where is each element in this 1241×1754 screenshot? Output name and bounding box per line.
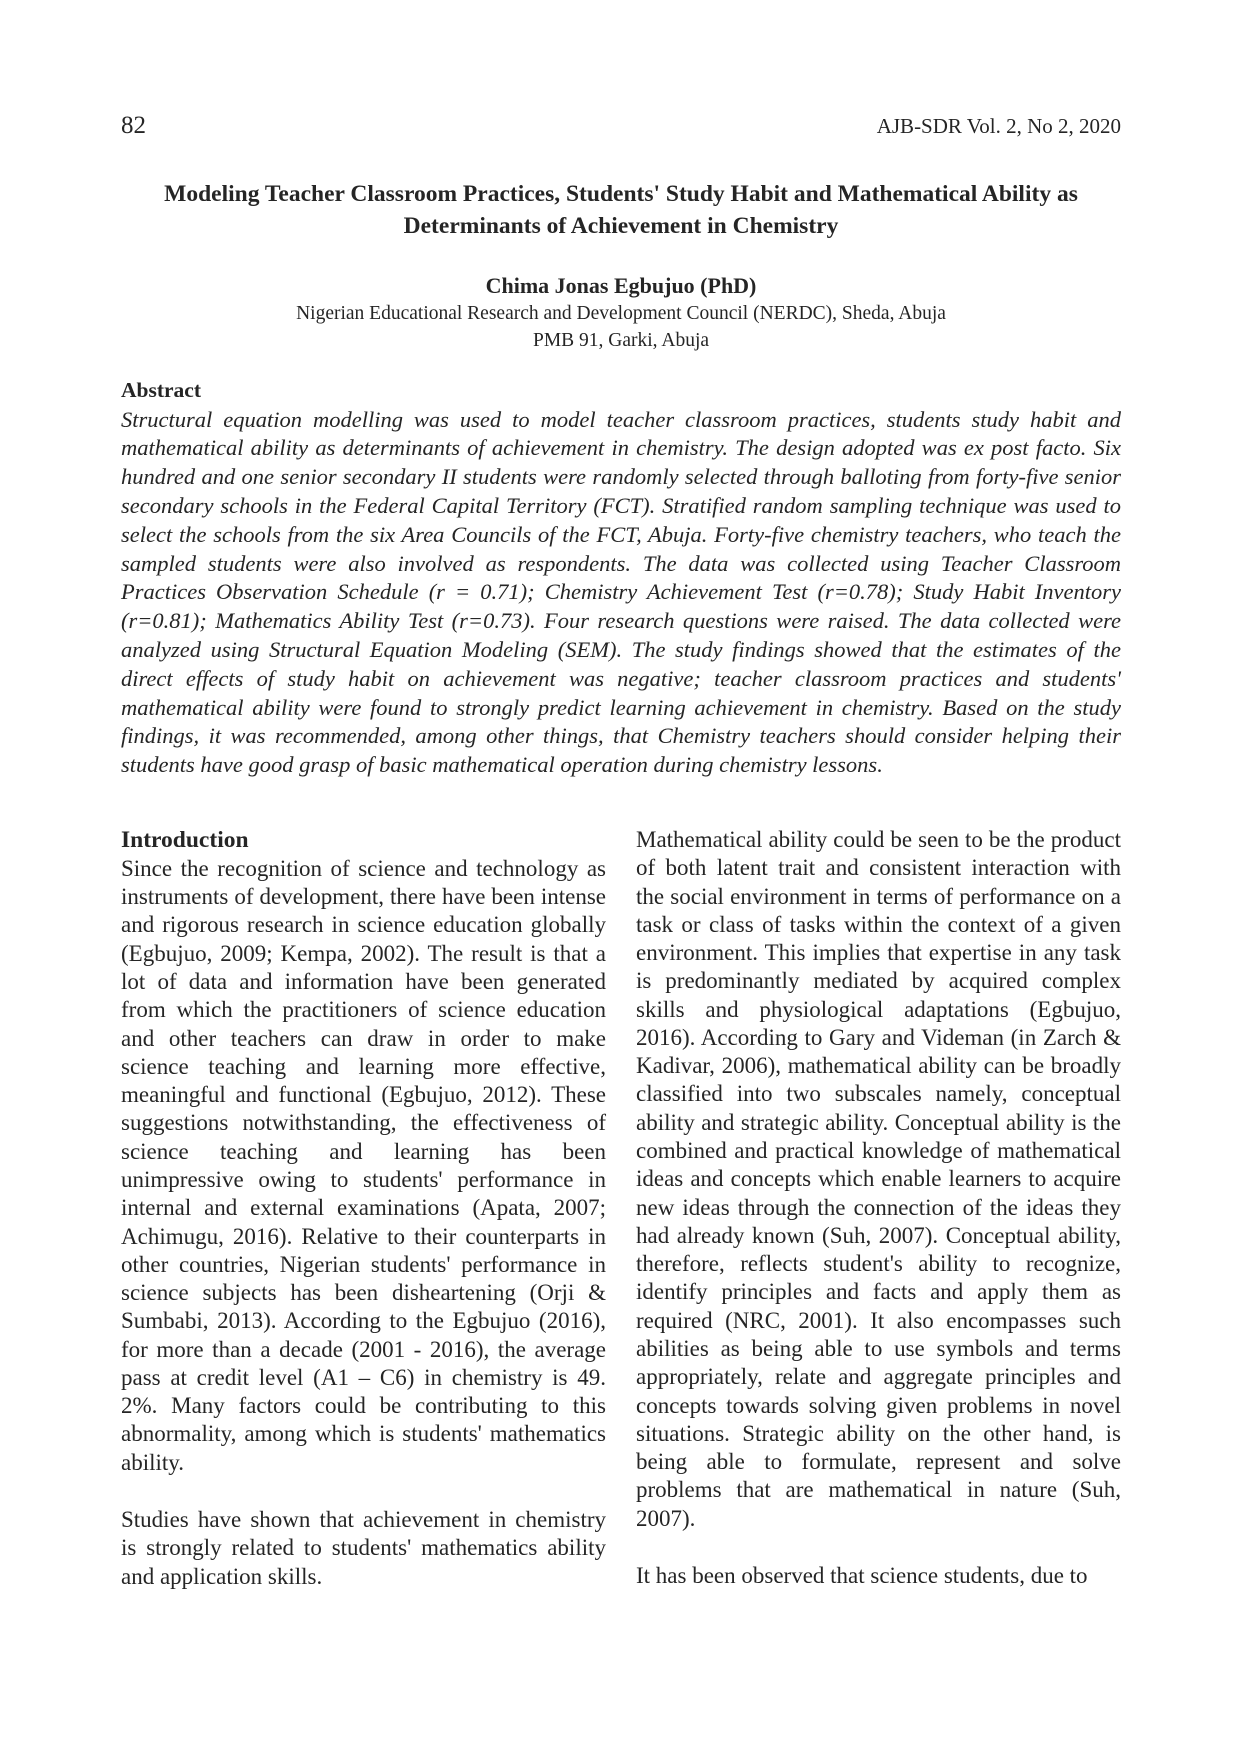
body-columns	[121, 826, 1121, 1591]
page-number: 82	[121, 112, 146, 139]
page-header	[121, 112, 1121, 140]
abstract-heading: Abstract	[121, 377, 202, 402]
introduction-heading: Introduction	[121, 826, 249, 853]
right-column	[636, 826, 1121, 1591]
left-column-paragraph-2: Studies have shown that achievement in chemistry is strongly related to students' mathematics ability and application skills.	[121, 1507, 606, 1589]
article-title-line1: Modeling Teacher Classroom Practices, Students' Study Habit and Mathematical Ability as	[164, 181, 1078, 207]
article-title-line2: Determinants of Achievement in Chemistry	[403, 213, 839, 240]
right-column-paragraph-2: It has been observed that science students, due to	[636, 1562, 1088, 1588]
author-affiliation-line1: Nigerian Educational Research and Development Council (NERDC), Sheda, Abuja	[296, 302, 946, 324]
article-title	[121, 178, 1121, 243]
left-column	[121, 826, 606, 1591]
left-column-paragraph-1: Since the recognition of science and technology as instruments of development, there have been intense and rigorous research in science education globally (Egbujuo, 2009; Kempa, 2002). The result is that a lot of data and information have been generated from which the practitioners of science education and other teachers can draw in order to make science teaching and learning more effective, meaningful and functional (Egbujuo, 2012). These suggestions notwithstanding, the effectiveness of science teaching and learning has been unimpressive owing to students' performance in internal and external examinations (Apata, 2007; Achimugu, 2016). Relative to their counterparts in other countries, Nigerian students' performance in science subjects has been disheartening (Orji & Sumbabi, 2013). According to the Egbujuo (2016), for more than a decade (2001 - 2016), the average pass at credit level (A1 – C6) in chemistry is 49. 2%. Many factors could be contributing to this abnormality, among which is students' mathematics ability.	[121, 855, 606, 1475]
abstract-text: Structural equation modelling was used to model teacher classroom practices, students study habit and mathematical ability as determinants of achievement in chemistry. The design adopted was ex post facto. Six hundred and one senior secondary II students were randomly selected through balloting from forty-five senior secondary schools in the Federal Capital Territory (FCT). Stratified random sampling technique was used to select the schools from the six Area Councils of the FCT, Abuja. Forty-five chemistry teachers, who teach the sampled students were also involved as respondents. The data was collected using Teacher Classroom Practices Observation Schedule (r = 0.71); Chemistry Achievement Test (r=0.78); Study Habit Inventory (r=0.81); Mathematics Ability Test (r=0.73). Four research questions were raised. The data collected were analyzed using Structural Equation Modeling (SEM). The study findings showed that the estimates of the direct effects of study habit on achievement was negative; teacher classroom practices and students' mathematical ability were found to strongly predict learning achievement in chemistry. Based on the study findings, it was recommended, among other things, that Chemistry teachers should consider helping their students have good grasp of basic mathematical operation during chemistry lessons.	[121, 406, 1121, 778]
right-column-paragraph-1: Mathematical ability could be seen to be the product of both latent trait and consistent interaction with the social environment in terms of performance on a task or class of tasks within the context of a given environment. This implies that expertise in any task is predominantly mediated by acquired complex skills and physiological adaptations (Egbujuo, 2016). According to Gary and Videman (in Zarch & Kadivar, 2006), mathematical ability can be broadly classified into two subscales namely, conceptual ability and strategic ability. Conceptual ability is the combined and practical knowledge of mathematical ideas and concepts which enable learners to acquire new ideas through the connection of the ideas they had already known (Suh, 2007). Conceptual ability, therefore, reflects student's ability to recognize, identify principles and facts and apply them as required (NRC, 2001). It also encompasses such abilities as being able to use symbols and terms appropriately, relate and aggregate principles and concepts towards solving given problems in novel situations. Strategic ability on the other hand, is being able to formulate, represent and solve problems that are mathematical in nature (Suh, 2007).	[636, 826, 1121, 1531]
author-name: Chima Jonas Egbujuo (PhD)	[485, 272, 757, 298]
author-affiliation-line2: PMB 91, Garki, Abuja	[532, 330, 710, 352]
journal-reference: AJB-SDR Vol. 2, No 2, 2020	[876, 114, 1121, 138]
